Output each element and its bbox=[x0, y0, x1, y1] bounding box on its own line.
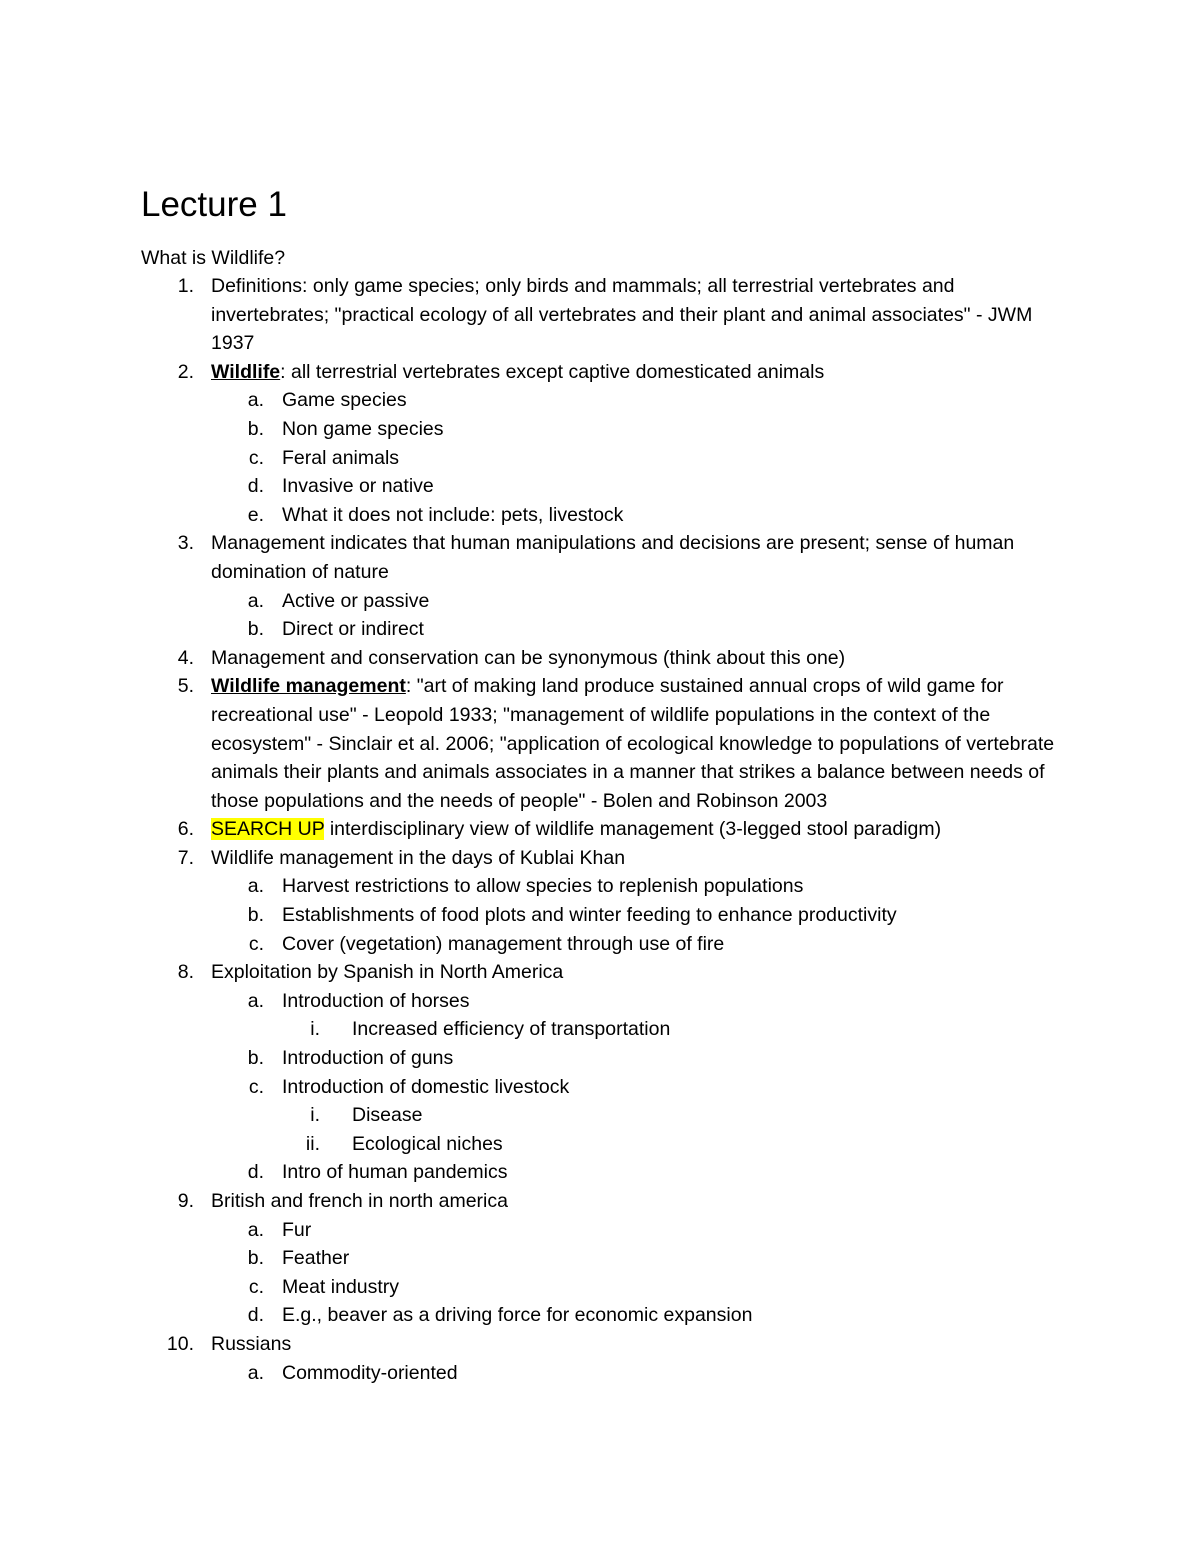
sub-sub-list-item bbox=[0, 1130, 1200, 1159]
item-body-text: Harvest restrictions to allow species to replenish populations bbox=[282, 875, 804, 898]
page-title: Lecture 1 bbox=[141, 185, 287, 224]
list-item-text bbox=[282, 930, 1062, 959]
item-body-text: Introduction of horses bbox=[282, 989, 470, 1012]
item-body-text: Meat industry bbox=[282, 1275, 400, 1298]
list-item-text bbox=[282, 1044, 1062, 1073]
sub-list-item bbox=[0, 1359, 1200, 1388]
item-body-text: Disease bbox=[352, 1104, 423, 1127]
list-item bbox=[0, 272, 1200, 358]
key-term: Wildlife management bbox=[211, 675, 406, 698]
list-marker: d. bbox=[247, 1304, 264, 1327]
sub-list-item bbox=[0, 615, 1200, 644]
item-body-text: interdisciplinary view of wildlife management (3-legged stool paradigm) bbox=[324, 818, 942, 841]
sub-list-item bbox=[0, 1244, 1200, 1273]
item-body-text: What it does not include: pets, livestock bbox=[282, 503, 624, 526]
list-marker: a. bbox=[247, 1218, 264, 1241]
sub-list-item bbox=[0, 872, 1200, 901]
key-term: Wildlife bbox=[211, 360, 281, 383]
list-item bbox=[0, 358, 1200, 387]
lecture-outline bbox=[0, 272, 1200, 1387]
list-marker: c. bbox=[248, 446, 264, 469]
list-item-text bbox=[282, 587, 1062, 616]
list-item-text bbox=[211, 815, 1071, 844]
list-item bbox=[0, 644, 1200, 673]
item-body-text: Fur bbox=[282, 1218, 312, 1241]
intro-question: What is Wildlife? bbox=[141, 247, 286, 269]
list-item bbox=[0, 529, 1200, 586]
list-item-text bbox=[282, 1158, 1062, 1187]
item-body-text: Management indicates that human manipulations and decisions are present; sense of human domination of nature bbox=[211, 532, 1015, 583]
item-body-text: Feral animals bbox=[282, 446, 400, 469]
item-body-text: British and french in north america bbox=[211, 1190, 508, 1212]
item-body-text: Feather bbox=[282, 1247, 350, 1270]
list-item bbox=[0, 958, 1200, 987]
sub-list-item bbox=[0, 444, 1200, 473]
list-item-text bbox=[282, 444, 1062, 473]
list-item bbox=[0, 1330, 1200, 1359]
list-marker: b. bbox=[247, 1047, 264, 1070]
list-item bbox=[0, 844, 1200, 873]
list-marker: a. bbox=[247, 989, 264, 1012]
item-body-text: : "art of making land produce sustained annual crops of wild game for recreational use" - Leopold 1933; "management of wildlife populations in the context of the ecosystem" - Sinclair et al. 2006; "application of ecological knowledge to populations of vertebrate animals their plants and animals associates in a manner that strikes a balance between needs of those populations and the needs of people" - Bolen and Robinson 2003 bbox=[211, 675, 1055, 812]
list-marker: 5. bbox=[177, 675, 194, 698]
list-marker: a. bbox=[247, 389, 264, 412]
list-item-text bbox=[352, 1101, 1072, 1130]
item-body-text: Game species bbox=[282, 389, 407, 412]
sub-sub-list-item bbox=[0, 1015, 1200, 1044]
list-marker: 3. bbox=[177, 532, 194, 555]
item-body-text: Wildlife management in the days of Kublai Khan bbox=[211, 846, 626, 869]
list-item-text bbox=[211, 1187, 1071, 1216]
sub-list-item bbox=[0, 587, 1200, 616]
list-marker: c. bbox=[248, 1075, 264, 1098]
list-marker: ii. bbox=[305, 1132, 320, 1155]
list-marker: b. bbox=[247, 1247, 264, 1270]
list-item-text bbox=[282, 1301, 1062, 1330]
list-marker: i. bbox=[310, 1018, 320, 1041]
list-item-text bbox=[282, 501, 1062, 530]
list-item-text bbox=[282, 615, 1062, 644]
sub-list-item bbox=[0, 1158, 1200, 1187]
sub-list-item bbox=[0, 415, 1200, 444]
sub-list-item bbox=[0, 1073, 1200, 1102]
item-body-text: Intro of human pandemics bbox=[282, 1161, 508, 1184]
list-marker: i. bbox=[310, 1104, 320, 1127]
sub-list-item bbox=[0, 930, 1200, 959]
list-item-text bbox=[211, 1330, 1071, 1359]
sub-list-item bbox=[0, 501, 1200, 530]
list-marker: 6. bbox=[177, 818, 194, 841]
list-marker: 9. bbox=[177, 1190, 194, 1212]
list-marker: d. bbox=[247, 1161, 264, 1184]
item-body-text: Management and conservation can be synonymous (think about this one) bbox=[211, 646, 846, 669]
item-body-text: E.g., beaver as a driving force for economic expansion bbox=[282, 1304, 753, 1327]
list-item-text bbox=[352, 1015, 1072, 1044]
list-item-text bbox=[211, 958, 1071, 987]
list-item-text bbox=[282, 386, 1062, 415]
list-marker: 4. bbox=[177, 646, 194, 669]
list-marker: c. bbox=[248, 932, 264, 955]
list-marker: 10. bbox=[166, 1332, 194, 1355]
list-marker: b. bbox=[247, 904, 264, 927]
list-item-text bbox=[282, 472, 1062, 501]
item-body-text: Introduction of domestic livestock bbox=[282, 1075, 570, 1098]
list-item-text bbox=[211, 529, 1071, 586]
item-body-text: Establishments of food plots and winter feeding to enhance productivity bbox=[282, 904, 897, 927]
list-marker: 1. bbox=[177, 275, 194, 297]
item-body-text: Russians bbox=[211, 1332, 292, 1355]
list-marker: b. bbox=[247, 618, 264, 641]
list-marker: a. bbox=[247, 875, 264, 898]
list-item-text bbox=[211, 358, 1071, 387]
list-marker: 8. bbox=[177, 961, 194, 984]
item-body-text: Active or passive bbox=[282, 589, 430, 612]
list-marker: e. bbox=[247, 503, 264, 526]
item-body-text: Invasive or native bbox=[282, 475, 434, 498]
list-item-text bbox=[352, 1130, 1072, 1159]
sub-list-item bbox=[0, 472, 1200, 501]
list-marker: a. bbox=[247, 1361, 264, 1384]
list-item-text bbox=[211, 272, 1071, 358]
highlighted-text: SEARCH UP bbox=[211, 818, 325, 841]
item-body-text: Introduction of guns bbox=[282, 1047, 454, 1070]
list-item-text bbox=[282, 872, 1062, 901]
list-item-text bbox=[211, 672, 1071, 815]
list-item bbox=[0, 672, 1200, 815]
list-marker: a. bbox=[247, 589, 264, 612]
sub-list-item bbox=[0, 1216, 1200, 1245]
sub-list-item bbox=[0, 1273, 1200, 1302]
list-item-text bbox=[282, 1244, 1062, 1273]
item-body-text: Exploitation by Spanish in North America bbox=[211, 961, 564, 984]
item-body-text: Definitions: only game species; only birds and mammals; all terrestrial vertebrates and invertebrates; "practical ecology of all vertebrates and their plant and animal associates" - JWM 1937 bbox=[211, 275, 1033, 355]
list-marker: 7. bbox=[177, 846, 194, 869]
item-body-text: Increased efficiency of transportation bbox=[352, 1018, 671, 1041]
sub-sub-list-item bbox=[0, 1101, 1200, 1130]
list-marker: 2. bbox=[177, 360, 194, 383]
list-item-text bbox=[282, 1359, 1062, 1388]
list-marker: c. bbox=[248, 1275, 264, 1298]
item-body-text: Direct or indirect bbox=[282, 618, 424, 641]
item-body-text: Commodity-oriented bbox=[282, 1361, 458, 1384]
sub-list-item bbox=[0, 901, 1200, 930]
list-item-text bbox=[282, 901, 1062, 930]
list-item-text bbox=[211, 644, 1071, 673]
list-marker: d. bbox=[247, 475, 264, 498]
sub-list-item bbox=[0, 987, 1200, 1016]
sub-list-item bbox=[0, 1301, 1200, 1330]
item-body-text: : all terrestrial vertebrates except captive domesticated animals bbox=[280, 360, 825, 383]
list-item bbox=[0, 815, 1200, 844]
list-item-text bbox=[282, 1216, 1062, 1245]
list-item-text bbox=[282, 1273, 1062, 1302]
list-marker: b. bbox=[247, 417, 264, 440]
sub-list-item bbox=[0, 1044, 1200, 1073]
list-item-text bbox=[282, 987, 1062, 1016]
list-item bbox=[0, 1187, 1200, 1216]
item-body-text: Ecological niches bbox=[352, 1132, 503, 1155]
sub-list-item bbox=[0, 386, 1200, 415]
list-item-text bbox=[282, 1073, 1062, 1102]
item-body-text: Cover (vegetation) management through use of fire bbox=[282, 932, 725, 955]
item-body-text: Non game species bbox=[282, 417, 444, 440]
list-item-text bbox=[282, 415, 1062, 444]
list-item-text bbox=[211, 844, 1071, 873]
